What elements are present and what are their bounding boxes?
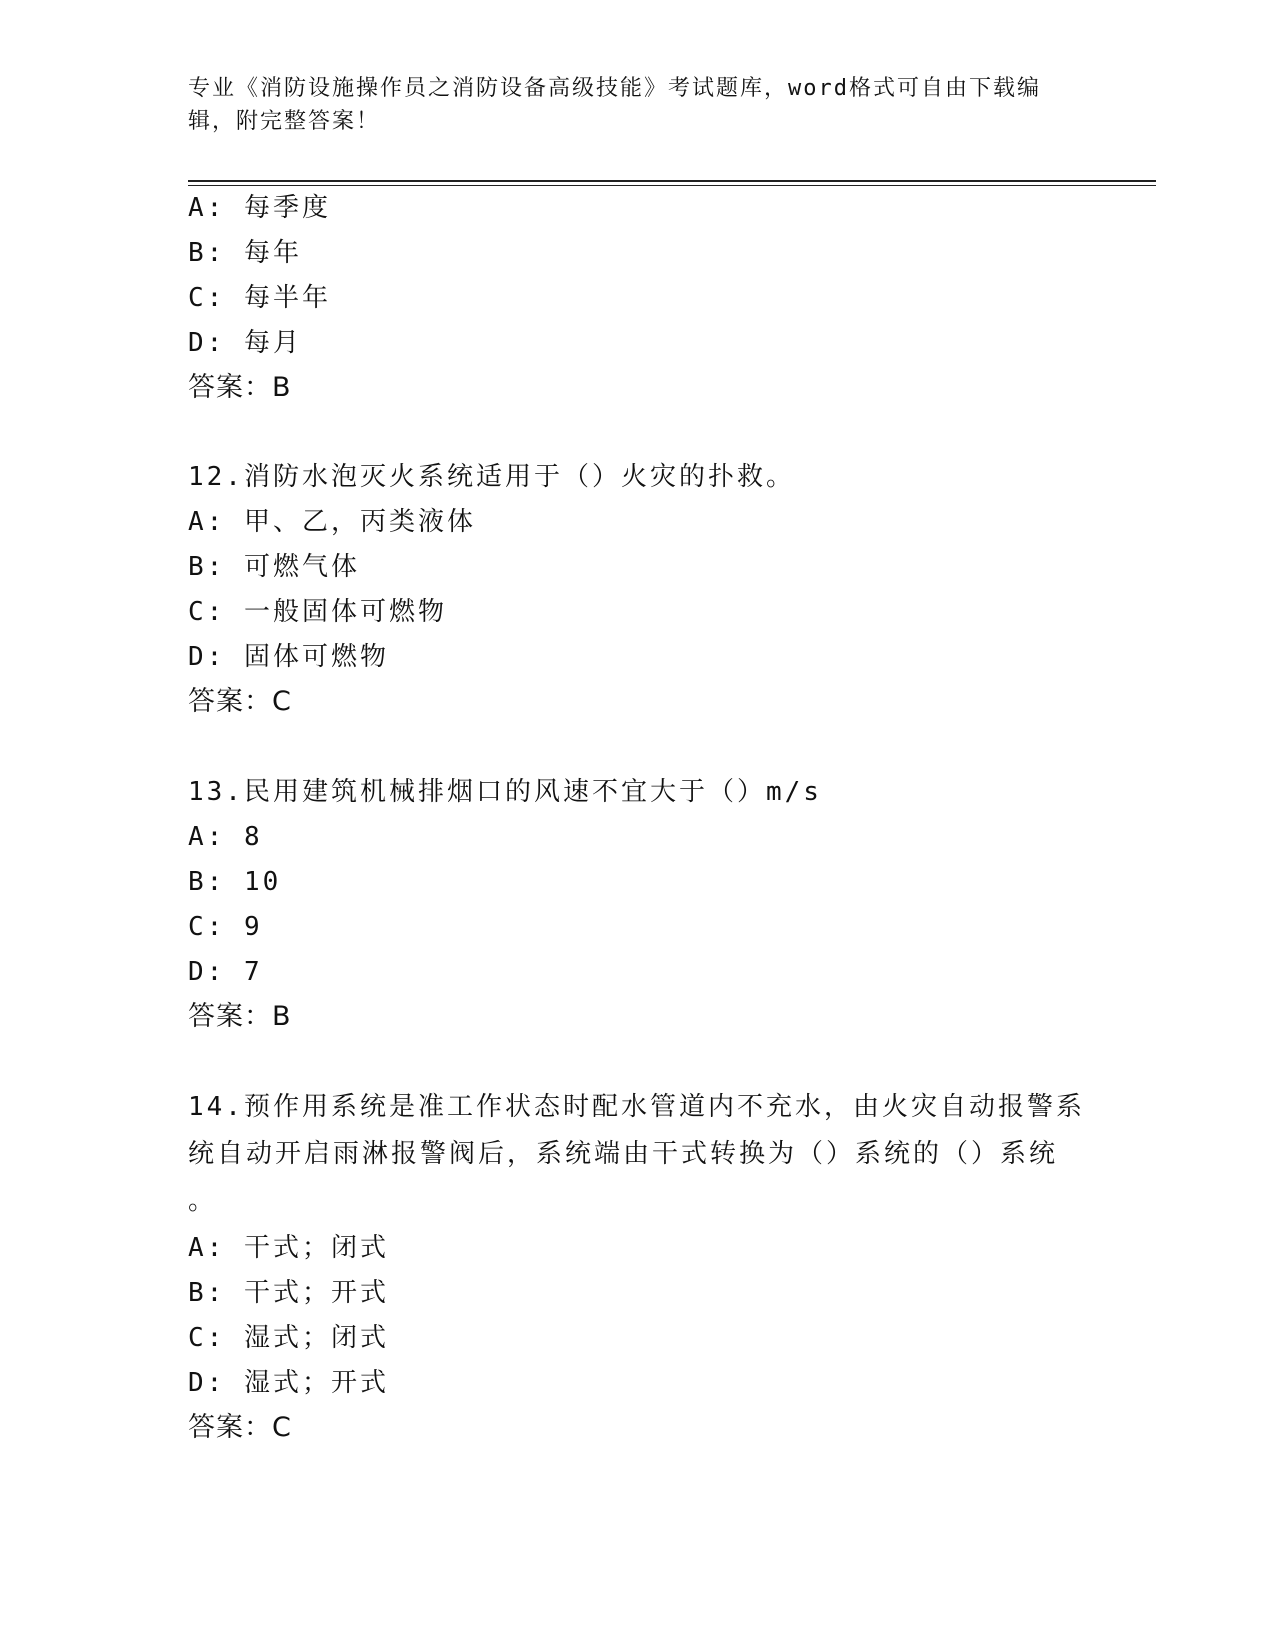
header-divider-thin xyxy=(188,185,1156,186)
q14-answer: 答案：C xyxy=(188,1412,292,1443)
q14-question-line-1: 14.预作用系统是准工作状态时配水管道内不充水，由火灾自动报警系 xyxy=(188,1092,1085,1122)
q11-option-a: A: 每季度 xyxy=(188,193,331,223)
q13-answer: 答案：B xyxy=(188,1001,292,1032)
header-divider-thick xyxy=(188,180,1156,182)
q13-option-a: A: 8 xyxy=(188,822,263,852)
q13-question: 13.民用建筑机械排烟口的风速不宜大于（）m/s xyxy=(188,777,822,807)
q11-answer: 答案：B xyxy=(188,372,292,403)
document-header xyxy=(188,72,1068,138)
header-line-1: 专业《消防设施操作员之消防设备高级技能》考试题库，word格式可自由下载编 xyxy=(188,76,1041,101)
q13-option-d: D: 7 xyxy=(188,957,263,987)
q14-question-line-2: 统自动开启雨淋报警阀后，系统端由干式转换为（）系统的（）系统 xyxy=(188,1139,1059,1169)
q12-option-a: A: 甲、乙，丙类液体 xyxy=(188,507,476,537)
q11-option-d: D: 每月 xyxy=(188,328,302,358)
q14-option-c: C: 湿式；闭式 xyxy=(188,1323,389,1353)
q14-question-line-3: 。 xyxy=(188,1186,218,1216)
header-line-2: 辑，附完整答案！ xyxy=(188,109,381,134)
q12-option-b: B: 可燃气体 xyxy=(188,552,360,582)
q11-option-b: B: 每年 xyxy=(188,238,302,268)
q12-option-d: D: 固体可燃物 xyxy=(188,642,389,672)
q14-option-b: B: 干式；开式 xyxy=(188,1278,389,1308)
q12-question: 12.消防水泡灭火系统适用于（）火灾的扑救。 xyxy=(188,462,795,492)
q14-option-d: D: 湿式；开式 xyxy=(188,1368,389,1398)
q12-answer: 答案：C xyxy=(188,686,292,717)
q12-option-c: C: 一般固体可燃物 xyxy=(188,597,447,627)
q13-option-b: B: 10 xyxy=(188,867,282,897)
q11-option-c: C: 每半年 xyxy=(188,283,331,313)
q13-option-c: C: 9 xyxy=(188,912,263,942)
q14-option-a: A: 干式；闭式 xyxy=(188,1233,389,1263)
